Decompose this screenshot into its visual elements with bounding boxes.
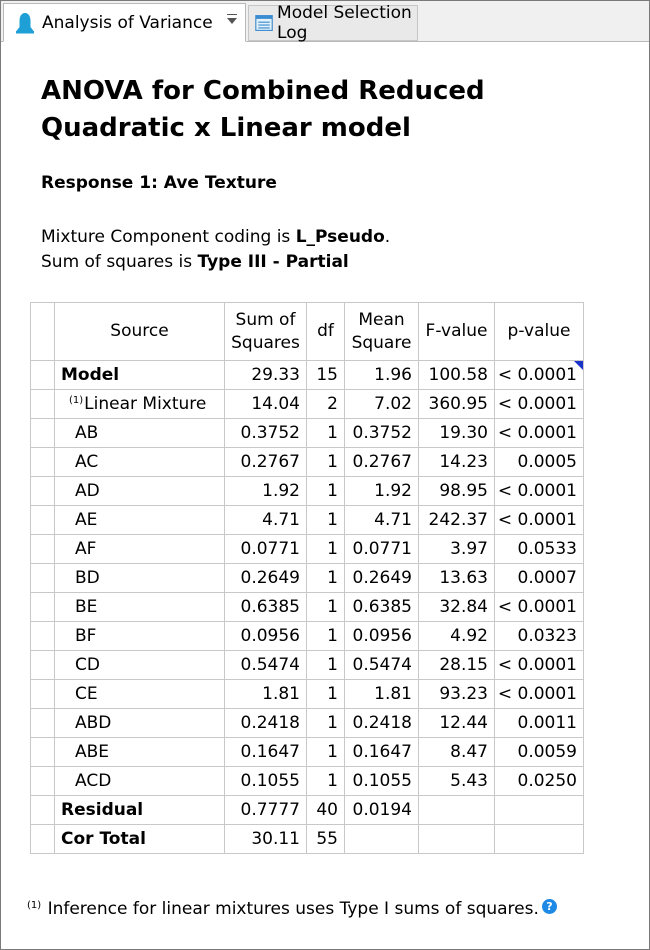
- cell-f[interactable]: 100.58: [419, 361, 495, 390]
- table-row[interactable]: [31, 419, 584, 448]
- cell-f[interactable]: [419, 825, 495, 854]
- cell-f[interactable]: 32.84: [419, 593, 495, 622]
- cell-f[interactable]: 19.30: [419, 419, 495, 448]
- table-header-row: [31, 303, 584, 361]
- cell-ss[interactable]: 0.6385: [225, 593, 307, 622]
- cell-p[interactable]: 0.0011: [495, 709, 584, 738]
- ss-type-prefix: Sum of squares is: [41, 252, 198, 272]
- cell-df[interactable]: 1: [307, 419, 345, 448]
- row-header[interactable]: [31, 622, 55, 651]
- row-header[interactable]: [31, 825, 55, 854]
- source-label: Linear Mixture: [84, 394, 207, 414]
- cell-ms[interactable]: 1.81: [345, 680, 419, 709]
- table-row[interactable]: [31, 361, 584, 390]
- cell-source[interactable]: [55, 361, 225, 390]
- row-header[interactable]: [31, 390, 55, 419]
- cell-p[interactable]: < 0.0001: [495, 651, 584, 680]
- footnote: [27, 899, 557, 919]
- table-row[interactable]: [31, 622, 584, 651]
- source-label: Cor Total: [61, 829, 146, 849]
- cell-ss[interactable]: 0.2767: [225, 448, 307, 477]
- cell-ms[interactable]: 1.96: [345, 361, 419, 390]
- cell-df[interactable]: 1: [307, 477, 345, 506]
- table-row[interactable]: [31, 767, 584, 796]
- cell-df[interactable]: 1: [307, 622, 345, 651]
- cell-ms[interactable]: 1.92: [345, 477, 419, 506]
- cell-ms[interactable]: 0.2418: [345, 709, 419, 738]
- cell-source[interactable]: [55, 767, 225, 796]
- header-ms-line2: Square: [351, 332, 412, 353]
- table-row[interactable]: [31, 738, 584, 767]
- row-header[interactable]: [31, 738, 55, 767]
- cell-p[interactable]: 0.0005: [495, 448, 584, 477]
- cell-ms[interactable]: 0.2649: [345, 564, 419, 593]
- cell-df[interactable]: 40: [307, 796, 345, 825]
- source-label: Residual: [61, 800, 144, 820]
- cell-ms[interactable]: 0.5474: [345, 651, 419, 680]
- cell-source[interactable]: [55, 564, 225, 593]
- cell-p[interactable]: 0.0007: [495, 564, 584, 593]
- cell-ms[interactable]: 7.02: [345, 390, 419, 419]
- cell-ss[interactable]: 0.0956: [225, 622, 307, 651]
- header-ss-line2: Squares: [231, 332, 300, 353]
- tab-model-selection-log[interactable]: [248, 5, 418, 41]
- cell-ss[interactable]: 1.81: [225, 680, 307, 709]
- cell-f[interactable]: 4.92: [419, 622, 495, 651]
- header-ss-line1: Sum of: [235, 309, 296, 330]
- row-header[interactable]: [31, 361, 55, 390]
- cell-ss[interactable]: 0.7777: [225, 796, 307, 825]
- footnote-ref: (1): [69, 395, 84, 406]
- header-sum-of-squares[interactable]: [225, 303, 307, 361]
- header-p-value[interactable]: p-value: [495, 303, 584, 361]
- source-label: AD: [75, 481, 100, 501]
- cell-ss[interactable]: 0.3752: [225, 419, 307, 448]
- cell-df[interactable]: 1: [307, 535, 345, 564]
- cell-df[interactable]: 1: [307, 709, 345, 738]
- footnote-marker: (1): [27, 900, 42, 911]
- cell-ss[interactable]: 0.2649: [225, 564, 307, 593]
- cell-source[interactable]: [55, 651, 225, 680]
- coding-line: [41, 225, 390, 250]
- cell-ss[interactable]: 0.5474: [225, 651, 307, 680]
- cell-ss[interactable]: 4.71: [225, 506, 307, 535]
- page-title: ANOVA for Combined Reduced Quadratic x Linear model: [41, 76, 485, 143]
- cell-p[interactable]: < 0.0001: [495, 506, 584, 535]
- table-row[interactable]: [31, 564, 584, 593]
- table-row[interactable]: [31, 593, 584, 622]
- cell-f[interactable]: 12.44: [419, 709, 495, 738]
- cell-source[interactable]: [55, 506, 225, 535]
- cell-ss[interactable]: 14.04: [225, 390, 307, 419]
- cell-source[interactable]: [55, 680, 225, 709]
- cell-f[interactable]: 13.63: [419, 564, 495, 593]
- cell-ss[interactable]: 29.33: [225, 361, 307, 390]
- header-f-value[interactable]: F-value: [419, 303, 495, 361]
- chevron-down-icon[interactable]: [227, 18, 237, 24]
- row-header[interactable]: [31, 448, 55, 477]
- cell-ms[interactable]: 0.0956: [345, 622, 419, 651]
- row-header[interactable]: [31, 651, 55, 680]
- row-header[interactable]: [31, 419, 55, 448]
- cell-p[interactable]: [495, 825, 584, 854]
- source-label: AB: [75, 423, 99, 443]
- table-row[interactable]: [31, 680, 584, 709]
- tab-label: Model Selection Log: [277, 3, 412, 43]
- cell-df[interactable]: 1: [307, 564, 345, 593]
- table-row[interactable]: [31, 825, 584, 854]
- cell-source[interactable]: [55, 825, 225, 854]
- cell-f[interactable]: 360.95: [419, 390, 495, 419]
- cell-p[interactable]: 0.0323: [495, 622, 584, 651]
- cell-p[interactable]: 0.0059: [495, 738, 584, 767]
- cell-ms[interactable]: 0.1055: [345, 767, 419, 796]
- source-label: BF: [75, 626, 97, 646]
- row-header[interactable]: [31, 767, 55, 796]
- row-header[interactable]: [31, 506, 55, 535]
- cell-ss[interactable]: 0.2418: [225, 709, 307, 738]
- table-row[interactable]: [31, 506, 584, 535]
- selection-corner-marker: [574, 361, 583, 370]
- row-header[interactable]: [31, 564, 55, 593]
- source-label: ABE: [75, 742, 110, 762]
- cell-ms[interactable]: 0.3752: [345, 419, 419, 448]
- cell-df[interactable]: 1: [307, 593, 345, 622]
- log-icon: [255, 13, 273, 33]
- response-heading: Response 1: Ave Texture: [41, 173, 277, 193]
- cell-source[interactable]: [55, 419, 225, 448]
- cell-source[interactable]: [55, 593, 225, 622]
- ss-type-value: Type III - Partial: [197, 252, 349, 272]
- table-row[interactable]: [31, 651, 584, 680]
- row-header[interactable]: [31, 680, 55, 709]
- row-header[interactable]: [31, 477, 55, 506]
- cell-ms[interactable]: 0.1647: [345, 738, 419, 767]
- cell-p[interactable]: [495, 796, 584, 825]
- cell-ms[interactable]: 0.2767: [345, 448, 419, 477]
- cell-source[interactable]: [55, 709, 225, 738]
- coding-suffix: .: [384, 227, 391, 247]
- tab-label: Analysis of Variance: [42, 12, 213, 33]
- cell-source[interactable]: [55, 390, 225, 419]
- cell-f[interactable]: 98.95: [419, 477, 495, 506]
- cell-ss[interactable]: 0.1647: [225, 738, 307, 767]
- source-label: ACD: [75, 771, 112, 791]
- table-row[interactable]: [31, 709, 584, 738]
- header-ms-line1: Mean: [358, 309, 405, 330]
- cell-ss[interactable]: 1.92: [225, 477, 307, 506]
- row-header[interactable]: [31, 796, 55, 825]
- cell-ss[interactable]: 30.11: [225, 825, 307, 854]
- cell-f[interactable]: 28.15: [419, 651, 495, 680]
- tab-analysis-of-variance[interactable]: [3, 3, 246, 42]
- anova-table: [30, 302, 584, 854]
- cell-df[interactable]: 1: [307, 738, 345, 767]
- table-row[interactable]: [31, 448, 584, 477]
- coding-info: [41, 225, 390, 275]
- source-label: ABD: [75, 713, 112, 733]
- cell-f[interactable]: 14.23: [419, 448, 495, 477]
- cell-f[interactable]: 8.47: [419, 738, 495, 767]
- cell-source[interactable]: [55, 622, 225, 651]
- header-mean-square[interactable]: [345, 303, 419, 361]
- cell-df[interactable]: 1: [307, 767, 345, 796]
- footnote-text: Inference for linear mixtures uses Type I sums of squares.: [47, 899, 539, 919]
- cell-p[interactable]: < 0.0001: [495, 593, 584, 622]
- cell-p[interactable]: 0.0533: [495, 535, 584, 564]
- coding-prefix: Mixture Component coding is: [41, 227, 296, 247]
- tab-strip: [1, 1, 649, 42]
- header-source[interactable]: Source: [55, 303, 225, 361]
- cell-p[interactable]: < 0.0001: [495, 419, 584, 448]
- row-header-corner[interactable]: [31, 303, 55, 361]
- cell-source[interactable]: [55, 738, 225, 767]
- coding-value: L_Pseudo: [295, 227, 385, 247]
- help-icon[interactable]: ?: [542, 899, 557, 914]
- header-df[interactable]: df: [307, 303, 345, 361]
- cell-f[interactable]: 93.23: [419, 680, 495, 709]
- cell-df[interactable]: 15: [307, 361, 345, 390]
- source-label: BE: [75, 597, 98, 617]
- row-header[interactable]: [31, 593, 55, 622]
- table-row[interactable]: [31, 477, 584, 506]
- source-label: CD: [75, 655, 100, 675]
- source-label: Model: [61, 365, 120, 385]
- table-row[interactable]: [31, 390, 584, 419]
- cell-source[interactable]: [55, 796, 225, 825]
- cell-p[interactable]: 0.0250: [495, 767, 584, 796]
- cell-df[interactable]: 1: [307, 448, 345, 477]
- cell-ss[interactable]: 0.0771: [225, 535, 307, 564]
- cell-f[interactable]: [419, 796, 495, 825]
- row-header[interactable]: [31, 709, 55, 738]
- source-label: AF: [75, 539, 97, 559]
- cell-source[interactable]: [55, 477, 225, 506]
- cell-ms[interactable]: 0.6385: [345, 593, 419, 622]
- cell-p[interactable]: < 0.0001: [495, 390, 584, 419]
- cell-p[interactable]: < 0.0001: [495, 477, 584, 506]
- cell-f[interactable]: 3.97: [419, 535, 495, 564]
- cell-df[interactable]: 1: [307, 506, 345, 535]
- sum-of-squares-line: [41, 250, 390, 275]
- source-label: BD: [75, 568, 100, 588]
- cell-ss[interactable]: 0.1055: [225, 767, 307, 796]
- cell-df[interactable]: 55: [307, 825, 345, 854]
- cell-source[interactable]: [55, 535, 225, 564]
- cell-ms[interactable]: 0.0194: [345, 796, 419, 825]
- cell-f[interactable]: 5.43: [419, 767, 495, 796]
- table-row[interactable]: [31, 535, 584, 564]
- table-row[interactable]: [31, 796, 584, 825]
- row-header[interactable]: [31, 535, 55, 564]
- cell-ms[interactable]: [345, 825, 419, 854]
- cell-ms[interactable]: 4.71: [345, 506, 419, 535]
- cell-p[interactable]: < 0.0001: [495, 361, 584, 390]
- source-label: CE: [75, 684, 98, 704]
- cell-source[interactable]: [55, 448, 225, 477]
- source-label: AE: [75, 510, 98, 530]
- cell-p[interactable]: < 0.0001: [495, 680, 584, 709]
- cell-df[interactable]: 1: [307, 680, 345, 709]
- source-label: AC: [75, 452, 99, 472]
- cell-df[interactable]: 2: [307, 390, 345, 419]
- cell-ms[interactable]: 0.0771: [345, 535, 419, 564]
- cell-f[interactable]: 242.37: [419, 506, 495, 535]
- bell-icon: [14, 11, 36, 35]
- cell-df[interactable]: 1: [307, 651, 345, 680]
